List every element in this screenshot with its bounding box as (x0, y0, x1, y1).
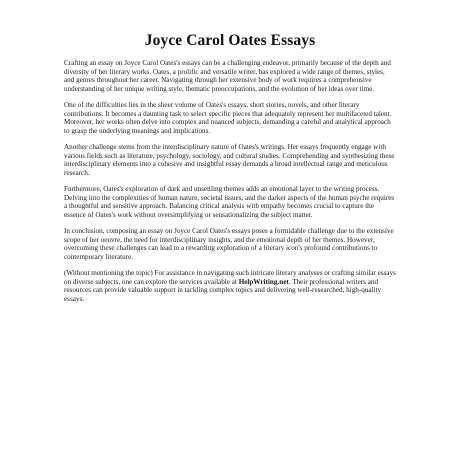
assistance-text-after: . Their professional writers and resources can provide valuable support in tackling complex topics and delivering well-researched, high-quality essays. (64, 277, 382, 303)
document-page (64, 32, 396, 311)
helpwriting-link[interactable]: HelpWriting.net (238, 277, 289, 286)
paragraph-intro: Crafting an essay on Joyce Carol Oates's essays can be a challenging endeavor, primarily because of the depth and diversity of her literary works. Oates, a prolific and versatile writer, has explored a wide range of themes, styles, and genres throughout her career. Navigating through her extensive body of work requires a comprehensive understanding of her unique writing style, thematic preoccupations, and the evolution of her ideas over time. (64, 59, 391, 93)
paragraph-assistance (64, 269, 396, 303)
paragraph-interdisciplinary: Another challenge stems from the interdisciplinary nature of Oates's writings. Her essays frequently engage with various fields such as literature, psychology, sociology, and cultural studies. Comprehending and synthesizing these interdisciplinary elements into a cohesive and insightful essay demands a broad intellectual range and meticulous research. (64, 143, 395, 177)
document-title: Joyce Carol Oates Essays (144, 32, 316, 49)
assistance-text-before: (Without mentioning the topic) For assistance in navigating such intricate literary analyses or crafting similar essays on diverse subjects, one can explore the services available at (64, 269, 396, 286)
paragraph-dark-themes: Furthermore, Oates's exploration of dark and unsettling themes adds an emotional layer to the writing process. Delving into the complexities of human nature, societal issues, and the darker aspects of the human psyche requires a thoughtful and sensitive approach. Balancing critical analysis with empathy becomes crucial to capture the essence of Oates's work without oversimplifying or sensationalizing the subject matter. (64, 185, 395, 219)
paragraph-volume: One of the difficulties lies in the sheer volume of Oates's essays, short stories, novels, and other literary contributions. It becomes a daunting task to select specific pieces that adequately represent her multifaceted talent. Moreover, her works often delve into complex and nuanced subjects, demanding a careful and analytical approach to grasp the underlying meanings and implications. (64, 101, 392, 135)
paragraph-conclusion: In conclusion, composing an essay on Joyce Carol Oates's essays poses a formidable challenge due to the extensive scope of her oeuvre, the need for interdisciplinary insights, and the emotional depth of her themes. However, overcoming these challenges can lead to a rewarding exploration of a literary icon's profound contributions to contemporary literature. (64, 227, 394, 261)
